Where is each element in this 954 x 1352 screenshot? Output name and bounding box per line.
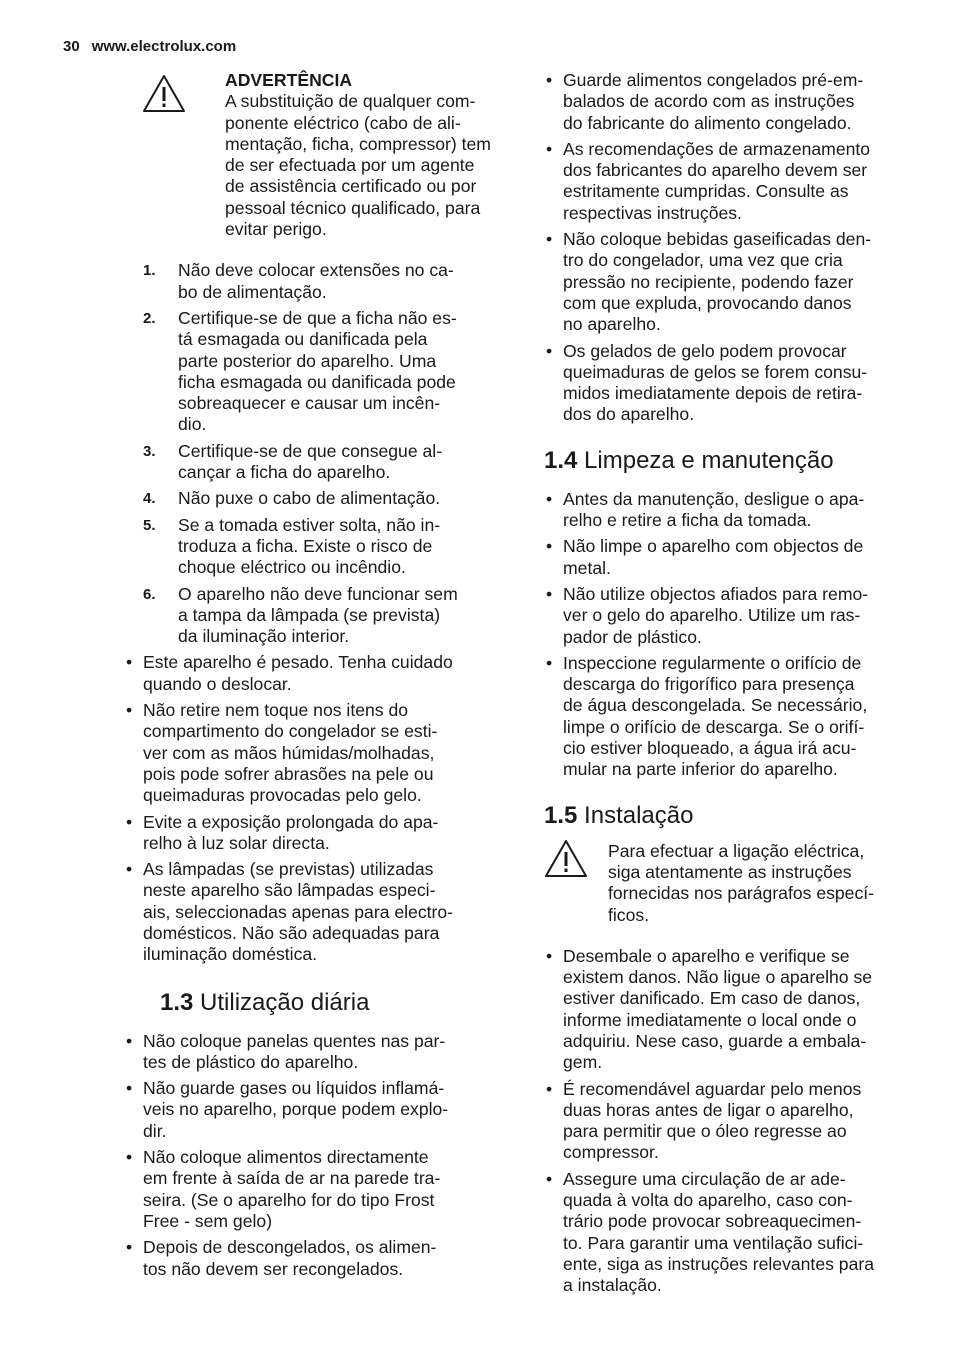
bullet-item [544,653,896,781]
section-heading-1-4 [544,446,896,476]
item-line: Certifique-se de que a ficha não es- [178,307,457,328]
item-line: • Não limpe o aparelho com objectos de [563,536,864,557]
item-line: para permitir que o óleo regresse ao [563,1121,847,1142]
warning-line: de assistência certificado ou por [225,176,477,197]
item-line: informe imediatamente o local onde o [563,1009,857,1030]
bullet-item [107,859,515,965]
item-line: ver com as mãos húmidas/molhadas, [143,742,435,763]
item-line: • Não retire nem toque nos itens do [143,700,409,721]
item-line: relho e retire a ficha da tomada. [563,510,812,531]
item-line: cio estiver bloqueado, a água irá acu- [563,738,857,759]
item-line: veis no aparelho, porque podem explo- [143,1099,449,1120]
item-line: dir. [143,1120,167,1141]
bullet-item [544,536,896,579]
item-line: relho à luz solar directa. [143,832,330,853]
list-item [107,488,515,509]
item-line: adquiriu. Nese caso, guarde a embala- [563,1030,867,1051]
warning-line: mentação, ficha, compressor) tem [225,133,491,154]
section-number: 1.4 [544,446,578,474]
item-line: O aparelho não deve funcionar sem [178,583,458,604]
cleaning-bullets [544,489,896,781]
bullet-item [544,1169,896,1297]
warning-line: Para efectuar a ligação eléctrica, [608,840,865,861]
item-line: • Os gelados de gelo podem provocar [563,340,847,361]
item-line: estiver danificado. Em caso de danos, [563,988,861,1009]
item-line: parte posterior do aparelho. Uma [178,350,437,371]
bullet-item [107,700,515,806]
item-line: no aparelho. [563,314,661,335]
item-line: com que expluda, provocando danos [563,292,852,313]
item-line: • Não guarde gases ou líquidos inflamá- [143,1078,445,1099]
item-number: 5. [143,516,156,534]
item-line: da iluminação interior. [178,626,350,647]
item-line: dos fabricantes do aparelho devem ser [563,160,868,181]
list-item [107,515,515,579]
item-line: • Não utilize objectos afiados para remo- [563,583,869,604]
item-line: Não deve colocar extensões no ca- [178,260,454,281]
item-line: • Guarde alimentos congelados pré-em- [563,70,864,90]
item-line: choque eléctrico ou incêndio. [178,557,406,578]
item-line: to. Para garantir uma ventilação sufici- [563,1232,864,1253]
warning-line: ponente eléctrico (cabo de ali- [225,112,461,133]
item-line: tes de plástico do aparelho. [143,1051,359,1072]
item-line: quada à volta do aparelho, caso con- [563,1190,853,1211]
item-line: ente, siga as instruções relevantes para [563,1253,875,1274]
item-line: iluminação doméstica. [143,944,318,965]
item-line: troduza a ficha. Existe o risco de [178,535,433,556]
warning-line: evitar perigo. [225,219,327,240]
item-line: seira. (Se o aparelho for do tipo Frost [143,1189,435,1210]
item-line: a tampa da lâmpada (se prevista) [178,604,441,625]
item-number: 3. [143,442,156,460]
section-number: 1.5 [544,801,578,829]
section-heading-1-5 [544,801,896,831]
bullet-item [107,1031,515,1074]
item-line: pressão no recipiente, podendo fazer [563,271,854,292]
item-number: 6. [143,585,156,603]
bullet-item [107,812,515,855]
right-column [544,70,896,1302]
item-line: queimaduras de gelos se forem consu- [563,361,868,382]
item-line: pois pode sofrer abrasões na pele ou [143,763,434,784]
item-line: • Desembale o aparelho e verifique se [563,945,850,966]
item-line: tos não devem ser recongelados. [143,1258,404,1279]
item-line: em frente à saída de ar na parede tra- [143,1168,441,1189]
item-line: Não puxe o cabo de alimentação. [178,488,441,509]
item-line: • As lâmpadas (se previstas) utilizadas [143,859,434,880]
item-line: • Este aparelho é pesado. Tenha cuidado [143,652,453,673]
daily-use-bullets [107,1031,515,1280]
section-number: 1.3 [160,988,194,1016]
list-item [107,584,515,648]
item-number: 4. [143,490,156,508]
item-line: de água descongelada. Se necessário, [563,695,868,716]
bullet-item [544,229,896,335]
item-line: metal. [563,557,611,578]
item-number: 1. [143,262,156,280]
warning-line: A substituição de qualquer com- [225,91,476,112]
list-item [107,441,515,484]
item-line: compressor. [563,1142,659,1163]
storage-bullets [544,70,896,426]
bullet-item [544,1079,896,1164]
item-line: mular na parte inferior do aparelho. [563,759,838,780]
left-column [143,70,515,1285]
warning-title: ADVERTÊNCIA [225,70,353,90]
item-line: Certifique-se de que consegue al- [178,440,443,461]
item-line: • Depois de descongelados, os alimen- [143,1237,437,1258]
item-line: estritamente cumpridas. Consulte as [563,181,849,202]
item-line: domésticos. Não são adequadas para [143,922,440,943]
general-bullets [107,652,515,965]
item-line: • As recomendações de armazenamento [563,138,871,159]
item-line: • Não coloque alimentos directamente [143,1147,429,1168]
bullet-item [107,1147,515,1232]
item-line: respectivas instruções. [563,202,742,223]
item-line: quando o deslocar. [143,673,292,694]
item-line: queimaduras provocadas pelo gelo. [143,785,422,806]
item-line: midos imediatamente depois de retira- [563,383,863,404]
item-line: dos do aparelho. [563,404,695,425]
item-line: • É recomendável aguardar pelo menos [563,1078,862,1099]
page-number: 30 [63,38,80,55]
warning-text [225,91,515,240]
page-header [63,38,236,55]
item-line: a instalação. [563,1275,662,1296]
installation-warning [544,841,896,926]
item-line: limpe o orifício de descarga. Se o orifí- [563,716,865,737]
bullet-item [107,1078,515,1142]
numbered-list [107,260,515,647]
bullet-item [544,139,896,224]
bullet-item [544,70,896,134]
item-line: trário pode provocar sobreaquecimen- [563,1211,862,1232]
bullet-item [107,652,515,695]
bullet-item [107,1237,515,1280]
item-line: sobreaquecer e causar um incên- [178,393,441,414]
item-line: • Inspeccione regularmente o orifício de [563,652,862,673]
item-line: bo de alimentação. [178,281,327,302]
item-line: tro do congelador, uma vez que cria [563,250,843,271]
site-url: www.electrolux.com [91,38,237,55]
item-line: balados de acordo com as instruções [563,91,855,112]
item-line: neste aparelho são lâmpadas especi- [143,880,436,901]
warning-line: siga atentamente as instruções [608,861,852,882]
item-line: existem danos. Não ligue o aparelho se [563,967,873,988]
warning-block [143,70,515,240]
bullet-item [544,584,896,648]
list-item [107,308,515,436]
section-title: Instalação [584,801,694,829]
item-line: dio. [178,414,207,435]
warning-line: ficos. [608,904,650,925]
item-line: descarga do frigorífico para presença [563,674,855,695]
item-number: 2. [143,309,156,327]
item-line: • Não coloque bebidas gaseificadas den- [563,229,872,250]
warning-triangle-icon [544,839,588,879]
warning-line: de ser efectuada por um agente [225,155,475,176]
bullet-item [544,489,896,532]
item-line: tá esmagada ou danificada pela [178,329,428,350]
list-item [107,260,515,303]
item-line: • Assegure uma circulação de ar ade- [563,1168,846,1189]
item-line: cançar a ficha do aparelho. [178,462,391,483]
bullet-item [544,341,896,426]
item-line: Free - sem gelo) [143,1210,273,1231]
item-line: do fabricante do alimento congelado. [563,112,852,133]
warning-line: pessoal técnico qualificado, para [225,197,481,218]
installation-bullets [544,946,896,1297]
warning-triangle-icon [142,74,186,114]
item-line: ver o gelo do aparelho. Utilize um ras- [563,605,861,626]
item-line: Se a tomada estiver solta, não in- [178,514,441,535]
item-line: • Evite a exposição prolongada do apa- [143,811,439,832]
item-line: ais, seleccionadas apenas para electro- [143,901,454,922]
section-title: Limpeza e manutenção [584,446,834,474]
bullet-item [544,946,896,1074]
warning-line: fornecidas nos parágrafos especí- [608,883,875,904]
section-title: Utilização diária [200,988,370,1016]
item-line: duas horas antes de ligar o aparelho, [563,1099,854,1120]
item-line: compartimento do congelador se esti- [143,721,438,742]
item-line: • Antes da manutenção, desligue o apa- [563,488,865,509]
item-line: gem. [563,1052,603,1073]
section-heading-1-3 [160,988,515,1018]
item-line: • Não coloque panelas quentes nas par- [143,1030,446,1051]
item-line: ficha esmagada ou danificada pode [178,371,456,392]
item-line: pador de plástico. [563,626,702,647]
